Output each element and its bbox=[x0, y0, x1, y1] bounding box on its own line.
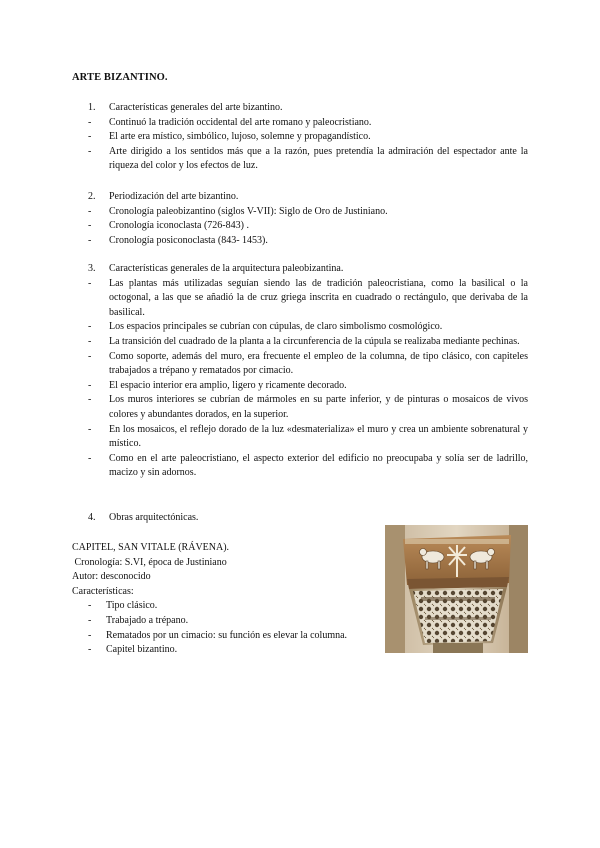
list-item: - Arte dirigido a los sentidos más que a la razón, pues pretendía la admiración del espectador ante la riqueza del color y los efectos de luz. bbox=[72, 145, 528, 174]
capitel-description bbox=[72, 541, 377, 658]
list-item: - Continuó la tradición occidental del arte romano y paleocristiano. bbox=[72, 116, 528, 131]
section-number: 1. bbox=[88, 102, 96, 113]
list-item: - El espacio interior era amplio, ligero y ricamente decorado. bbox=[72, 379, 528, 394]
bullet-dash: - bbox=[88, 629, 92, 641]
list-item: - Los muros interiores se cubrían de mármoles en su parte inferior, y de pinturas o mosaicos de vivos colores y abundantes dorados, en la superior. bbox=[72, 393, 528, 422]
section-number: 3. bbox=[88, 263, 96, 274]
bullet-dash: - bbox=[88, 350, 92, 362]
section-number: 2. bbox=[88, 191, 96, 202]
bullet-dash: - bbox=[88, 321, 92, 333]
list-item: - Tipo clásico. bbox=[72, 599, 377, 614]
bullet-dash: - bbox=[88, 145, 92, 157]
section-heading: 4. Obras arquitectónicas. bbox=[72, 511, 528, 526]
bullet-dash: - bbox=[88, 205, 92, 217]
list-item: - Cronología posiconoclasta (843- 1453). bbox=[72, 234, 528, 249]
list-item: - Capitel bizantino. bbox=[72, 643, 377, 658]
section-3 bbox=[72, 262, 528, 481]
document-title: ARTE BIZANTINO. bbox=[72, 72, 168, 83]
bullet-dash: - bbox=[88, 394, 92, 406]
list-item: - Rematados por un cimacio: su función es elevar la columna. bbox=[72, 629, 377, 644]
list-item: - En los mosaicos, el reflejo dorado de la luz «desmaterializa» el muro y crea un ambiente sobrenatural y místico. bbox=[72, 423, 528, 452]
bullet-dash: - bbox=[88, 234, 92, 246]
bullet-dash: - bbox=[88, 131, 92, 143]
bullet-dash: - bbox=[88, 452, 92, 464]
bullet-dash: - bbox=[88, 644, 92, 656]
bullet-dash: - bbox=[88, 220, 92, 232]
list-item: - Trabajado a trépano. bbox=[72, 614, 377, 629]
bullet-dash: - bbox=[88, 614, 92, 626]
section-1 bbox=[72, 101, 528, 174]
bullet-dash: - bbox=[88, 600, 92, 612]
section-4 bbox=[72, 511, 528, 526]
section-heading: 3. Características generales de la arquitectura paleobizantina. bbox=[72, 262, 528, 277]
capitel-photo bbox=[385, 525, 528, 653]
capitel-autor: Autor: desconocido bbox=[72, 571, 151, 583]
list-item: - Cronología iconoclasta (726-843) . bbox=[72, 219, 528, 234]
bullet-dash: - bbox=[88, 116, 92, 128]
capitel-caracteristicas-label: Características: bbox=[72, 585, 134, 597]
bullet-dash: - bbox=[88, 379, 92, 391]
list-item: - Los espacios principales se cubrían con cúpulas, de claro simbolismo cosmológico. bbox=[72, 320, 528, 335]
list-item: - Las plantas más utilizadas seguían siendo las de tradición paleocristiana, como la basilical o la octogonal, a las que se añadió la de cruz griega inscrita en cuadrado o rectángulo, que derivaba de la basilical. bbox=[72, 277, 528, 321]
capitel-title: CAPITEL, SAN VITALE (RÁVENA). bbox=[72, 542, 230, 553]
capitel-illustration bbox=[385, 525, 528, 653]
bullet-dash: - bbox=[88, 277, 92, 289]
capitel-cronologia: Cronología: S.VI, época de Justiniano bbox=[72, 556, 227, 568]
list-item: - Como soporte, además del muro, era frecuente el empleo de la columna, de tipo clásico, con capiteles trabajados a trépano y rematados por cimacio. bbox=[72, 350, 528, 379]
section-number: 4. bbox=[88, 512, 96, 523]
list-item: - Cronología paleobizantino (siglos V-VII): Siglo de Oro de Justiniano. bbox=[72, 205, 528, 220]
list-item: - Como en el arte paleocristiano, el aspecto exterior del edificio no preocupaba y solía ser de ladrillo, macizo y sin adornos. bbox=[72, 452, 528, 481]
list-item: - La transición del cuadrado de la planta a la circunferencia de la cúpula se realizaba mediante pechinas. bbox=[72, 335, 528, 350]
bullet-dash: - bbox=[88, 335, 92, 347]
section-heading: 1. Características generales del arte bizantino. bbox=[72, 101, 528, 116]
list-item: - El arte era místico, simbólico, lujoso, solemne y propagandístico. bbox=[72, 130, 528, 145]
bullet-dash: - bbox=[88, 423, 92, 435]
section-2 bbox=[72, 190, 528, 248]
section-heading: 2. Periodización del arte bizantino. bbox=[72, 190, 528, 205]
